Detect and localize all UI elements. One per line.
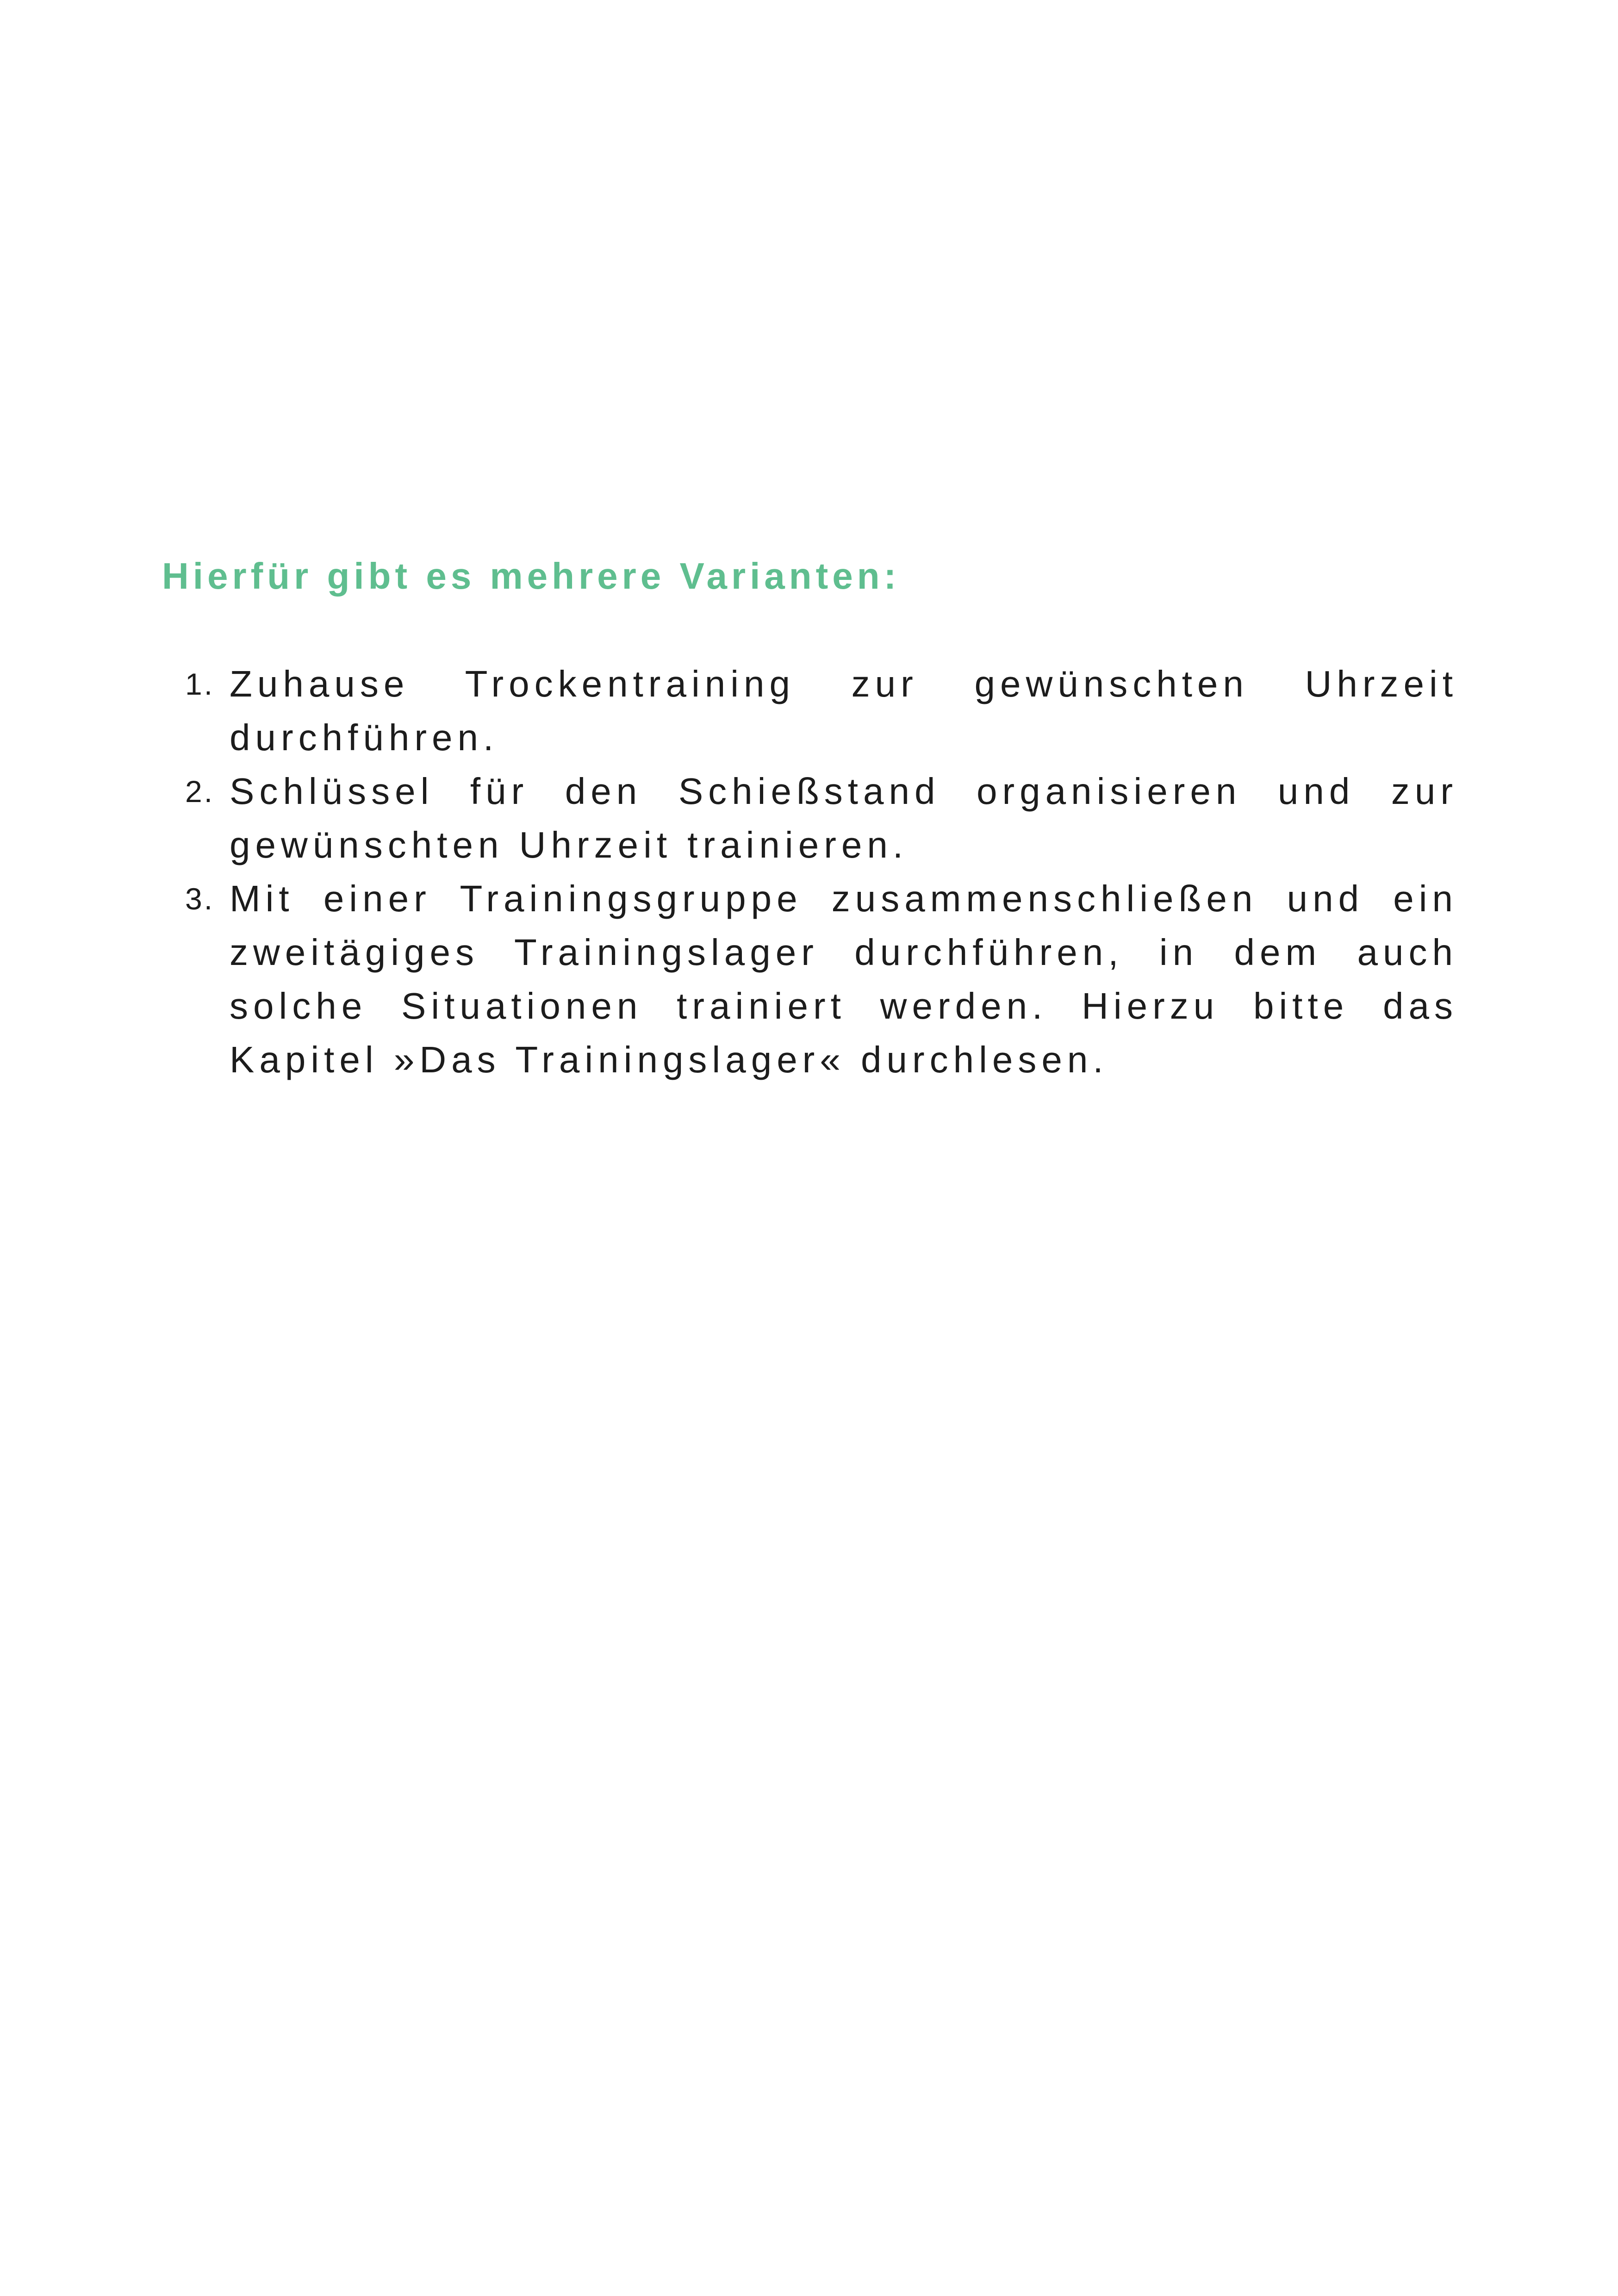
list-item-text: Zuhause Trockentraining zur gewünschten Uhrzeit durchführen.: [230, 663, 1458, 758]
list-item: [185, 657, 1458, 765]
section-heading: Hierfür gibt es mehrere Varianten:: [162, 555, 901, 597]
list-item-text: Mit einer Trainingsgruppe zusammenschließen und ein zweitägiges Trainingslager durchführen, in dem auch solche Situationen trainiert werden. Hierzu bitte das Kapitel »Das Trainingslager« durchlesen.: [230, 878, 1458, 1080]
numbered-list: [185, 657, 1458, 1087]
list-item: [185, 872, 1458, 1087]
list-item-number: 3.: [185, 882, 215, 916]
list-item-number: 1.: [185, 667, 215, 701]
list-item: [185, 765, 1458, 872]
list-item-number: 2.: [185, 774, 215, 809]
list-item-text: Schlüssel für den Schießstand organisieren und zur gewünschten Uhrzeit trainieren.: [230, 771, 1458, 865]
